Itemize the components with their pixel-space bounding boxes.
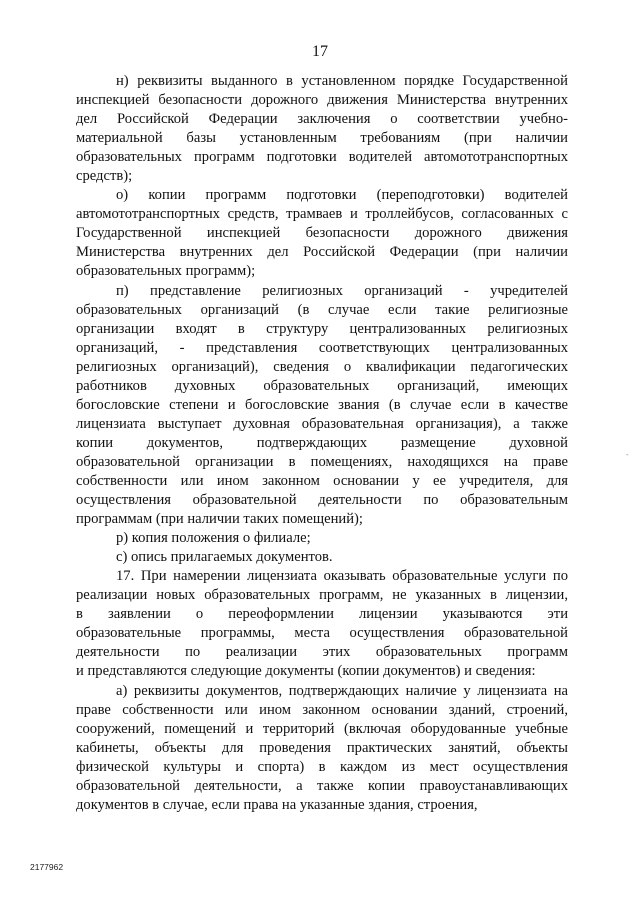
text-line: образовательных организаций (в случае если такие религиозные [76,301,568,318]
text-line: инспекцией безопасности дорожного движения Министерства внутренних [76,92,568,109]
text-line: документов в случае, если права на указанные здания, строения, [76,796,478,813]
text-line: Министерства внутренних дел Российской Федерации (при наличии [76,244,568,261]
text-line: средств); [76,168,133,185]
text-line: организаций, - представления соответствующих централизованных [76,339,568,356]
text-line: кабинеты, объекты для проведения практических занятий, объекты [76,739,568,756]
text-line: образовательные программы, места осуществления образовательной [76,625,568,642]
margin-mark: - [626,450,629,459]
paragraph-r [76,529,568,548]
text-line: образовательной деятельности, а также копии правоустанавливающих [76,777,568,794]
text-line: образовательной организации в помещениях, находящихся на праве [76,453,568,470]
text-line: 17. При намерении лицензиата оказывать образовательные услуги по [116,568,568,585]
document-code: 2177962 [30,862,64,872]
text-line: сооружений, помещений и территорий (включая оборудованные учебные [76,720,568,737]
text-line: религиозных организаций), сведения о квалификации педагогических [76,358,568,375]
text-line: физической культуры и спорта) в каждом из мест осуществления [76,758,568,775]
text-line: богословские степени и богословские звания (в случае если в качестве [76,396,568,413]
text-line: а) реквизиты документов, подтверждающих наличие у лицензиата на [116,682,568,699]
text-line: программам (при наличии таких помещений); [76,511,363,528]
text-line: в заявлении о переоформлении лицензии указываются эти [76,606,568,623]
text-line: о) копии программ подготовки (переподготовки) водителей [116,187,568,204]
text-line: образовательных программ подготовки водителей автомототранспортных [76,149,568,166]
text-line: р) копия положения о филиале; [116,530,311,547]
paragraph-s [76,548,568,567]
text-line: п) представление религиозных организаций - учредителей [116,282,568,299]
paragraph-p [76,282,568,530]
paragraph-o [76,186,568,281]
text-line: автомототранспортных средств, трамваев и троллейбусов, согласованных с [76,206,568,223]
text-line: образовательных программ); [76,263,256,280]
text-line: работников духовных образовательных организаций, имеющих [76,377,568,394]
text-line: осуществления образовательной деятельности по образовательным [76,492,568,509]
text-line: и представляются следующие документы (копии документов) и сведения: [76,663,536,680]
text-line: реализации новых образовательных программ, не указанных в лицензии, [76,587,568,604]
text-line: н) реквизиты выданного в установленном порядке Государственной [116,73,568,89]
text-line: собственности или ином законном основании у ее учредителя, для [76,472,568,489]
paragraph-item17 [76,567,568,681]
text-line: дел Российской Федерации заключения о соответствии учебно- [76,111,568,128]
text-line: с) опись прилагаемых документов. [116,549,333,566]
paragraph-a [76,682,568,815]
paragraph-n [76,72,568,186]
text-line: копии документов, подтверждающих размещение духовной [76,434,568,451]
text-line: организации входят в структуру централизованных религиозных [76,320,568,337]
text-line: Государственной инспекцией безопасности дорожного движения [76,225,568,242]
text-line: праве собственности или ином законном основании зданий, строений, [76,701,568,718]
text-line: материальной базы установленным требованиям (при наличии [76,130,568,147]
document-body [76,72,568,815]
page-number: 17 [312,43,328,60]
text-line: деятельности по реализации этих образовательных программ [76,644,568,661]
text-line: лицензиата выступает духовная образовательная организация), а также [76,415,568,432]
